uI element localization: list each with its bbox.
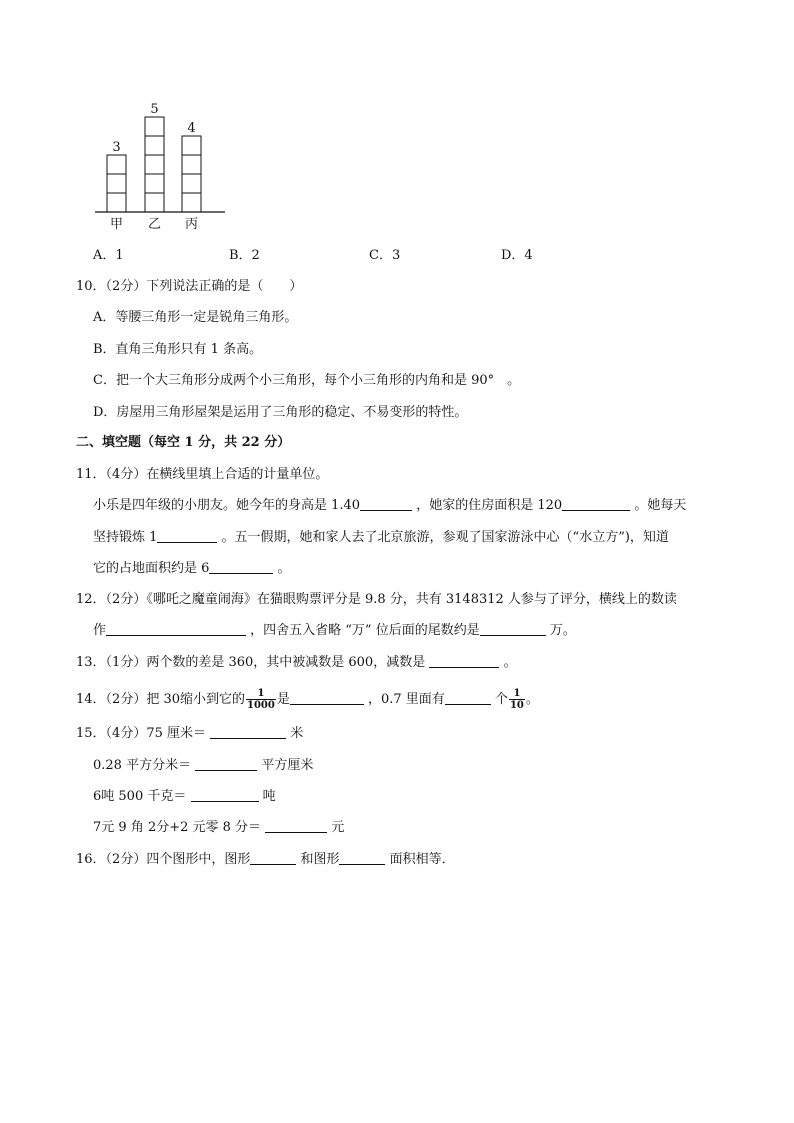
q9-option-d: D．4 [501, 248, 533, 263]
stack-square [145, 117, 164, 136]
q9-option-c: C．3 [369, 248, 401, 263]
q12-line2 [93, 621, 576, 641]
q14-text: 是 [276, 692, 290, 707]
answer-blank[interactable] [480, 621, 546, 636]
stack-square [107, 193, 126, 212]
q12-text: 作 [93, 623, 107, 638]
q15-row [93, 756, 313, 776]
stack-count-label: 3 [112, 140, 121, 155]
q15-unit: 元 [331, 820, 345, 835]
q11-text: ，她家的住房面积是 120 [416, 498, 563, 513]
answer-blank[interactable] [106, 621, 246, 636]
q10-option-c: C．把一个大三角形分成两个小三角形，每个小三角形的内角和是 90° 。 [93, 373, 521, 388]
stack-square [145, 155, 164, 174]
stack-square [145, 193, 164, 212]
fraction-numerator: 1 [246, 688, 276, 700]
q15-text: 15．（4分）75 厘米＝ [76, 726, 206, 741]
q11-text: 。五一假期，她和家人去了北京旅游，参观了国家游泳中心（“水立方”)，知道 [221, 530, 669, 545]
q16-text: 面积相等． [389, 852, 455, 867]
answer-blank[interactable] [250, 850, 296, 865]
q11-text: 。她每天 [634, 498, 687, 513]
fraction-denominator: 10 [509, 700, 524, 711]
q15-row [93, 818, 344, 838]
answer-blank[interactable] [210, 724, 286, 739]
q11-line3 [93, 559, 291, 579]
answer-blank[interactable] [339, 850, 385, 865]
q14-text: ，0.7 里面有 [368, 692, 445, 707]
answer-blank[interactable] [290, 690, 364, 705]
q15-unit: 米 [290, 726, 304, 741]
answer-blank[interactable] [209, 559, 273, 574]
q13-text: 13．（1分）两个数的差是 360，其中被减数是 600，减数是 [76, 655, 426, 670]
q9-option-a: A．1 [93, 248, 124, 263]
q10-option-a: A．等腰三角形一定是锐角三角形。 [93, 310, 298, 325]
stack-name-label: 甲 [109, 217, 124, 232]
stack-name-label: 丙 [184, 217, 199, 232]
q15-text: 0.28 平方分米＝ [93, 758, 192, 773]
q11-text: 坚持锻炼 1 [93, 530, 158, 545]
stack-square [107, 155, 126, 174]
fraction-denominator: 1000 [247, 700, 275, 711]
q16-line [76, 850, 455, 870]
stack-square [182, 193, 201, 212]
stack-count-label: 4 [187, 121, 196, 136]
fraction [509, 688, 525, 711]
q10-stem: 10．（2分）下列说法正确的是（ ） [76, 279, 303, 294]
stack-square [145, 136, 164, 155]
answer-blank[interactable] [445, 690, 491, 705]
stack-square [182, 136, 201, 155]
stack-count-label: 5 [150, 102, 159, 117]
q14-text: 。 [525, 692, 539, 707]
stack-square [182, 174, 201, 193]
section-title: 二、填空题（每空 1 分，共 22 分） [76, 435, 291, 450]
answer-blank[interactable] [562, 496, 630, 511]
answer-blank[interactable] [429, 653, 499, 668]
answer-blank[interactable] [360, 496, 412, 511]
q13-text: 。 [503, 655, 517, 670]
stacked-squares-figure [0, 0, 794, 240]
q12-text: ，四舍五入省略 “万” 位后面的尾数约是 [250, 623, 480, 638]
q14-line [76, 688, 539, 712]
q11-text: 它的占地面积约是 6 [93, 561, 210, 576]
q11-line1 [93, 496, 686, 516]
q14-text: 14．（2分）把 30缩小到它的 [76, 692, 245, 707]
stack-square [182, 155, 201, 174]
q15-text: 6吨 500 千克＝ [93, 789, 187, 804]
q13-line [76, 653, 517, 673]
q9-option-b: B．2 [229, 248, 260, 263]
q11-text: 。 [277, 561, 291, 576]
q10-option-d: D．房屋用三角形屋架是运用了三角形的稳定、不易变形的特性。 [93, 405, 468, 420]
stack-name-label: 乙 [147, 217, 162, 232]
q15-unit: 吨 [262, 789, 276, 804]
q11-line2 [93, 528, 669, 548]
q15-row [93, 787, 276, 807]
fraction [246, 688, 276, 711]
q11-stem: 11．（4分）在横线里填上合适的计量单位。 [76, 467, 329, 482]
q10-option-b: B．直角三角形只有 1 条高。 [93, 342, 263, 357]
q15-text: 7元 9 角 2分+2 元零 8 分＝ [93, 820, 262, 835]
q12-line1: 12．（2分）《哪吒之魔童闹海》在猫眼购票评分是 9.8 分，共有 3148312 人参与了评分，横线上的数读 [76, 592, 677, 607]
q16-text: 16．（2分）四个图形中，图形 [76, 852, 251, 867]
answer-blank[interactable] [157, 528, 217, 543]
answer-blank[interactable] [195, 756, 257, 771]
q11-text: 小乐是四年级的小朋友。她今年的身高是 1.40 [93, 498, 361, 513]
q15-unit: 平方厘米 [261, 758, 314, 773]
stack-square [145, 174, 164, 193]
fraction-numerator: 1 [509, 688, 525, 700]
q15-stem [76, 724, 303, 744]
answer-blank[interactable] [191, 787, 259, 802]
q12-text: 万。 [549, 623, 576, 638]
q14-text: 个 [494, 692, 508, 707]
answer-blank[interactable] [265, 818, 327, 833]
stack-square [107, 174, 126, 193]
q16-text: 和图形 [300, 852, 340, 867]
